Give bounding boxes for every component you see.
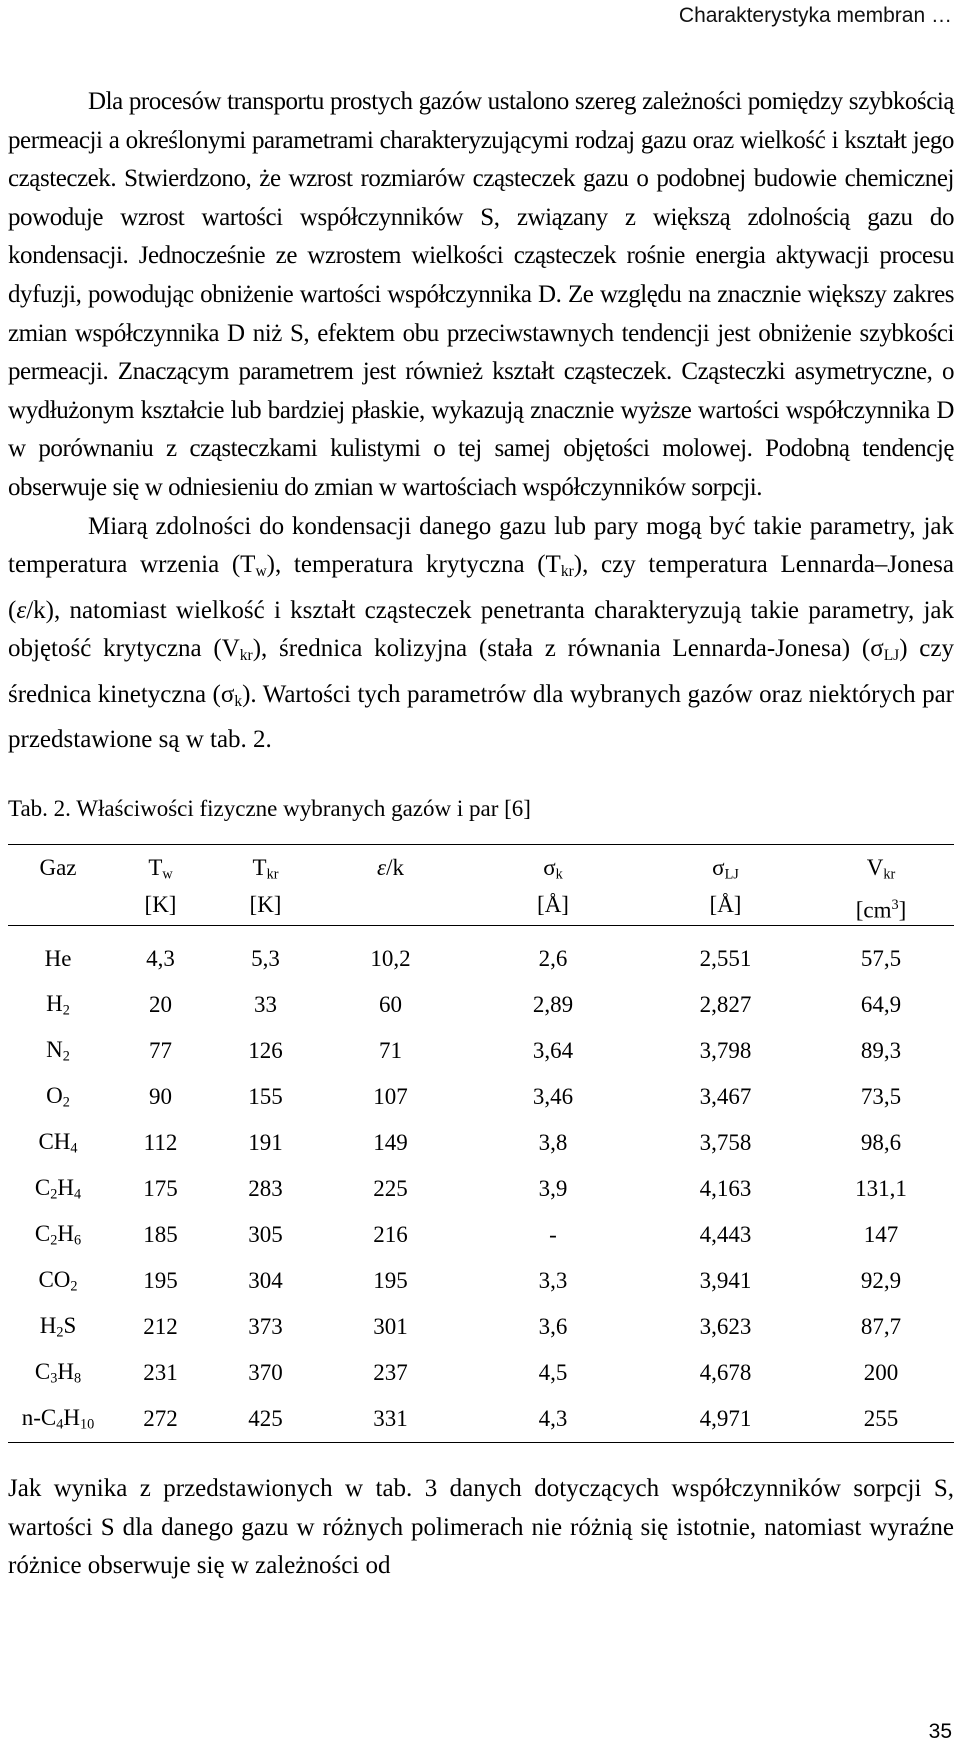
cell-vkr: 57,5 (860, 946, 902, 972)
cell-vkr: 73,5 (860, 1084, 902, 1110)
p2-text-g: ). Wartości tych parametrów dla wybranych gazów oraz niektórych par przedstawione są w tab. 2. (8, 680, 954, 754)
cell-vkr: 98,6 (860, 1130, 902, 1156)
cell-gas: $CO_2$ (38, 1266, 78, 1295)
p2-sub-d: kr (239, 647, 253, 665)
cell-gas: He (44, 946, 72, 972)
cell-eps: 225 (373, 1176, 408, 1202)
header-eps-k: ε/k (377, 855, 404, 880)
table-row (8, 1120, 954, 1166)
cell-tkr: 373 (248, 1314, 283, 1340)
cell-tkr: 283 (248, 1176, 283, 1202)
cell-slj: 3,941 (699, 1268, 752, 1294)
p2-sub-b: kr (560, 563, 574, 580)
cell-gas: $H_2S$ (39, 1312, 77, 1341)
table-row (8, 1396, 954, 1443)
cell-vkr: 255 (863, 1406, 899, 1432)
cell-vkr: 131,1 (855, 1176, 907, 1202)
cell-tw: 212 (143, 1314, 178, 1340)
header-gas: Gaz (39, 855, 77, 880)
cell-tkr: 305 (248, 1222, 283, 1248)
cell-sk: 3,64 (532, 1038, 574, 1064)
cell-sk: 4,3 (538, 1406, 568, 1432)
cell-tw: 90 (149, 1084, 172, 1110)
header-vkr: $V_{kr}$ $[cm^3]$ (855, 855, 907, 923)
cell-eps: 195 (373, 1268, 408, 1294)
header-tw: $T_w$ [K] (144, 855, 177, 917)
cell-sk: 4,5 (538, 1360, 568, 1386)
table-row (8, 1304, 954, 1350)
cell-slj: 2,827 (699, 992, 752, 1018)
cell-sk: 2,89 (532, 992, 574, 1018)
p2-text-c: ), czy temperatura Lennarda–Jonesa ( (8, 551, 954, 624)
p2-text-e: ), średnica kolizyjna (stała z równania Lennarda-Jonesa) (σ (252, 635, 884, 663)
paragraph-1: Dla procesów transportu prostych gazów ustalono szereg zależności pomiędzy szybkością permeacji a określonymi parametrami charakteryzującymi rodzaj gazu oraz wielkość i kształt jego cząsteczek. Stwierdzono, że wzrost rozmiarów cząsteczek gazu o podobnej budowie chemicznej powoduje wzrost wartości współczynników S, związany z większą zdolnością gazu do kondensacji. Jednocześnie ze wzrostem wielkości cząsteczek rośnie energia aktywacji procesu dyfuzji, powodując obniżenie wartości współczynnika D. Ze względu na znacznie większy zakres zmian współczynnika D niż S, efektem obu przeciwstawnych tendencji jest obniżenie szybkości permeacji. Znaczącym parametrem jest również kształt cząsteczek. Cząsteczki asymetryczne, o wydłużonym kształcie lub bardziej płaskie, wykazują znacznie wyższe wartości współczynnika D w porównaniu z cząsteczkami kulistymi o tej samej objętości molowej. Podobną tendencję obserwuje się w odniesieniu do zmian w wartościach współczynników sorpcji. (8, 88, 954, 501)
p2-sub-f: k (234, 692, 243, 710)
properties-table (8, 844, 954, 1443)
cell-sk: 3,3 (538, 1268, 568, 1294)
cell-gas: $H_2$ (46, 990, 70, 1019)
body-text (8, 83, 954, 760)
cell-sk: - (549, 1222, 557, 1248)
cell-vkr: 200 (863, 1360, 899, 1386)
table-row (8, 1166, 954, 1212)
p2-epsilon: ε (16, 596, 27, 624)
running-header: Charakterystyka membran … (678, 4, 952, 27)
cell-vkr: 89,3 (860, 1038, 902, 1064)
table-header-row (8, 845, 954, 926)
p2-text-d: /k), natomiast wielkość i kształt cząsteczek penetranta charakteryzują takie parametry, jak objętość krytyczna (V (8, 596, 954, 663)
cell-eps: 71 (379, 1038, 402, 1064)
table-row (8, 1258, 954, 1304)
cell-tw: 185 (143, 1222, 178, 1248)
cell-vkr: 92,9 (860, 1268, 902, 1294)
cell-slj: 3,467 (699, 1084, 752, 1110)
table-caption: Tab. 2. Właściwości fizyczne wybranych gazów i par [6] (8, 796, 531, 821)
cell-vkr: 147 (863, 1222, 899, 1248)
cell-tkr: 191 (248, 1130, 283, 1156)
cell-eps: 149 (373, 1130, 408, 1156)
p2-text-b: ), temperatura krytyczna (T (266, 551, 561, 579)
cell-eps: 60 (379, 992, 402, 1018)
cell-vkr: 64,9 (860, 992, 902, 1018)
cell-tw: 4,3 (146, 946, 175, 972)
cell-slj: 3,623 (699, 1314, 752, 1340)
cell-eps: 107 (373, 1084, 408, 1110)
paragraph-3: Jak wynika z przedstawionych w tab. 3 danych dotyczących współczynników sorpcji S, wartości S dla danego gazu w różnych polimerach nie różnią się istotnie, natomiast wyraźne różnice obserwuje się w zależności od (8, 1475, 954, 1580)
cell-slj: 4,163 (699, 1176, 752, 1202)
header-tkr: $T_{kr}$ [K] (249, 855, 282, 917)
cell-gas: $C_2H_6$ (34, 1220, 82, 1249)
cell-sk: 3,9 (538, 1176, 568, 1202)
cell-tw: 272 (143, 1406, 178, 1432)
cell-slj: 3,798 (699, 1038, 752, 1064)
header-sigma-lj: $\sigma_{LJ}$ [Å] (709, 855, 742, 917)
cell-tw: 112 (143, 1130, 178, 1156)
cell-sk: 3,8 (538, 1130, 568, 1156)
cell-tw: 77 (149, 1038, 172, 1064)
cell-sk: 3,6 (538, 1314, 568, 1340)
cell-tkr: 33 (254, 992, 277, 1018)
cell-slj: 2,551 (699, 946, 752, 972)
cell-tkr: 425 (248, 1406, 283, 1432)
cell-tkr: 304 (248, 1268, 283, 1294)
table-row (8, 1074, 954, 1120)
cell-tw: 231 (143, 1360, 178, 1386)
cell-eps: 216 (373, 1222, 408, 1248)
header-sigma-k: $\sigma_k$ [Å] (537, 855, 569, 917)
table-row (8, 1350, 954, 1396)
cell-gas: $O_2$ (46, 1082, 70, 1111)
table-body (8, 926, 954, 1443)
cell-sk: 2,6 (538, 946, 568, 972)
cell-gas: $C_2H_4$ (34, 1174, 82, 1203)
cell-eps: 10,2 (370, 946, 411, 972)
cell-gas: $C_3H_8$ (34, 1358, 82, 1387)
table-row (8, 982, 954, 1028)
cell-tw: 195 (143, 1268, 178, 1294)
cell-slj: 3,758 (699, 1130, 752, 1156)
cell-sk: 3,46 (532, 1084, 574, 1110)
cell-tkr: 155 (248, 1084, 283, 1110)
p2-text-f: ) czy średnica kinetyczna (σ (8, 635, 954, 708)
cell-eps: 301 (373, 1314, 408, 1340)
table-row (8, 1028, 954, 1074)
table-row (8, 1212, 954, 1258)
p2-sub-a: w (255, 563, 267, 580)
cell-tkr: 126 (248, 1038, 283, 1064)
cell-tkr: 370 (248, 1360, 283, 1386)
cell-tw: 175 (143, 1176, 178, 1202)
cell-vkr: 87,7 (860, 1314, 902, 1340)
p2-text-a: Miarą zdolności do kondensacji danego gazu lub pary mogą być takie parametry, jak temperatura wrzenia (T (8, 512, 954, 579)
cell-slj: 4,971 (699, 1406, 752, 1432)
cell-gas: $CH_4$ (38, 1128, 78, 1157)
cell-tw: 20 (149, 992, 172, 1018)
page-number: 35 (928, 1720, 952, 1743)
paragraph-2 (8, 508, 954, 760)
table-row (8, 926, 954, 983)
cell-tkr: 5,3 (251, 946, 280, 972)
cell-slj: 4,443 (699, 1222, 752, 1248)
p2-sub-e: LJ (883, 647, 900, 665)
cell-eps: 331 (373, 1406, 408, 1432)
cell-slj: 4,678 (699, 1360, 752, 1386)
cell-gas: $n-C_4H_{10}$ (21, 1404, 95, 1433)
cell-gas: $N_2$ (46, 1036, 70, 1065)
cell-eps: 237 (373, 1360, 408, 1386)
